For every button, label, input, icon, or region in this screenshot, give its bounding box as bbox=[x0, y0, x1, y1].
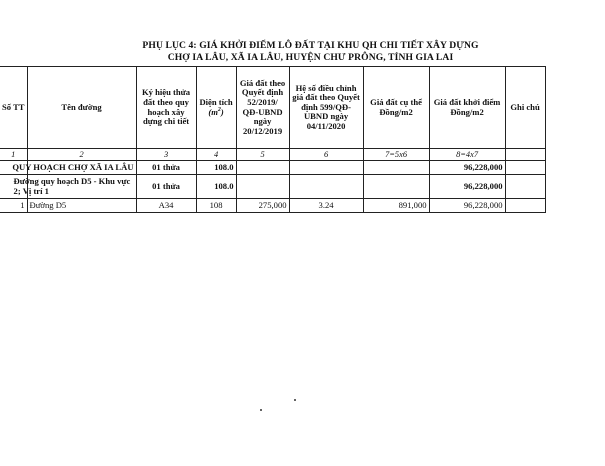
cell-area: 108.0 bbox=[196, 161, 236, 175]
column-number: 6 bbox=[289, 149, 363, 161]
table-row bbox=[0, 199, 545, 213]
cell-specific-price bbox=[363, 161, 429, 175]
cell-coefficient bbox=[289, 175, 363, 199]
cell-plot-code: 01 thửa bbox=[136, 175, 196, 199]
header-starting-price: Giá đất khởi điểm Đồng/m2 bbox=[429, 67, 505, 149]
scan-speck bbox=[294, 399, 296, 401]
cell-area: 108 bbox=[196, 199, 236, 213]
column-number: 5 bbox=[236, 149, 289, 161]
cell-street-name bbox=[13, 175, 136, 199]
column-number: 8=4x7 bbox=[429, 149, 505, 161]
cell-starting-price: 96,228,000 bbox=[429, 161, 505, 175]
cell-specific-price bbox=[363, 175, 429, 199]
cell-land-price bbox=[236, 161, 289, 175]
table-header-row bbox=[0, 67, 545, 149]
cell-land-price bbox=[236, 175, 289, 199]
header-area-unit-close: ) bbox=[220, 106, 224, 117]
cell-land-price: 275,000 bbox=[236, 199, 289, 213]
column-number: 3 bbox=[136, 149, 196, 161]
document-title-line-2: CHỢ IA LÂU, XÃ IA LÂU, HUYỆN CHƯ PRÔNG, TỈNH GIA LAI bbox=[167, 52, 454, 63]
table-row-group bbox=[0, 161, 545, 175]
cell-notes bbox=[505, 199, 545, 213]
subgroup-name: Đường quy hoạch D5 - Khu vực 2; Vị trí 1 bbox=[13, 176, 131, 196]
table-row-subgroup bbox=[0, 175, 545, 199]
column-number: 4 bbox=[196, 149, 236, 161]
column-number bbox=[505, 149, 545, 161]
scan-speck bbox=[260, 409, 262, 411]
cell-starting-price: 96,228,000 bbox=[429, 175, 505, 199]
cell-specific-price: 891,000 bbox=[363, 199, 429, 213]
header-notes: Ghi chú bbox=[505, 67, 545, 149]
header-land-price-decision: Giá đất theo Quyết định 52/2019/ QĐ-UBND ngày 20/12/2019 bbox=[236, 67, 289, 149]
cell-street-name: Đường D5 bbox=[27, 199, 136, 213]
header-specific-land-price: Giá đất cụ thể Đồng/m2 bbox=[363, 67, 429, 149]
cell-notes bbox=[505, 161, 545, 175]
cell-starting-price: 96,228,000 bbox=[429, 199, 505, 213]
header-adjustment-coefficient: Hệ số điều chỉnh giá đất theo Quyết định 599/QĐ-UBND ngày 04/11/2020 bbox=[289, 67, 363, 149]
cell-plot-code: 01 thửa bbox=[136, 161, 196, 175]
column-number-row bbox=[0, 149, 545, 161]
column-number: 7=5x6 bbox=[363, 149, 429, 161]
cell-area: 108.0 bbox=[196, 175, 236, 199]
group-name: QUY HOẠCH CHỢ XÃ IA LÂU bbox=[12, 162, 134, 172]
cell-coefficient bbox=[289, 161, 363, 175]
header-area bbox=[196, 67, 236, 149]
header-area-exponent: 2 bbox=[217, 106, 221, 113]
column-number: 1 bbox=[0, 149, 27, 161]
price-table bbox=[0, 66, 546, 213]
cell-coefficient: 3.24 bbox=[289, 199, 363, 213]
header-plot-code: Ký hiệu thửa đất theo quy hoạch xây dựng chi tiết bbox=[136, 67, 196, 149]
cell-notes bbox=[505, 175, 545, 199]
cell-plot-code: A34 bbox=[136, 199, 196, 213]
header-street-name: Tên đường bbox=[27, 67, 136, 149]
header-area-label: Diện tích bbox=[199, 96, 233, 107]
document-title-line-1: PHỤ LỤC 4: GIÁ KHỞI ĐIỂM LÔ ĐẤT TẠI KHU QH CHI TIẾT XÂY DỰNG bbox=[142, 40, 479, 51]
header-area-unit: (m bbox=[208, 106, 218, 117]
cell-street-name bbox=[12, 161, 136, 175]
column-number: 2 bbox=[27, 149, 136, 161]
cell-stt: 1 bbox=[0, 199, 27, 213]
header-stt: Số TT bbox=[0, 67, 27, 149]
